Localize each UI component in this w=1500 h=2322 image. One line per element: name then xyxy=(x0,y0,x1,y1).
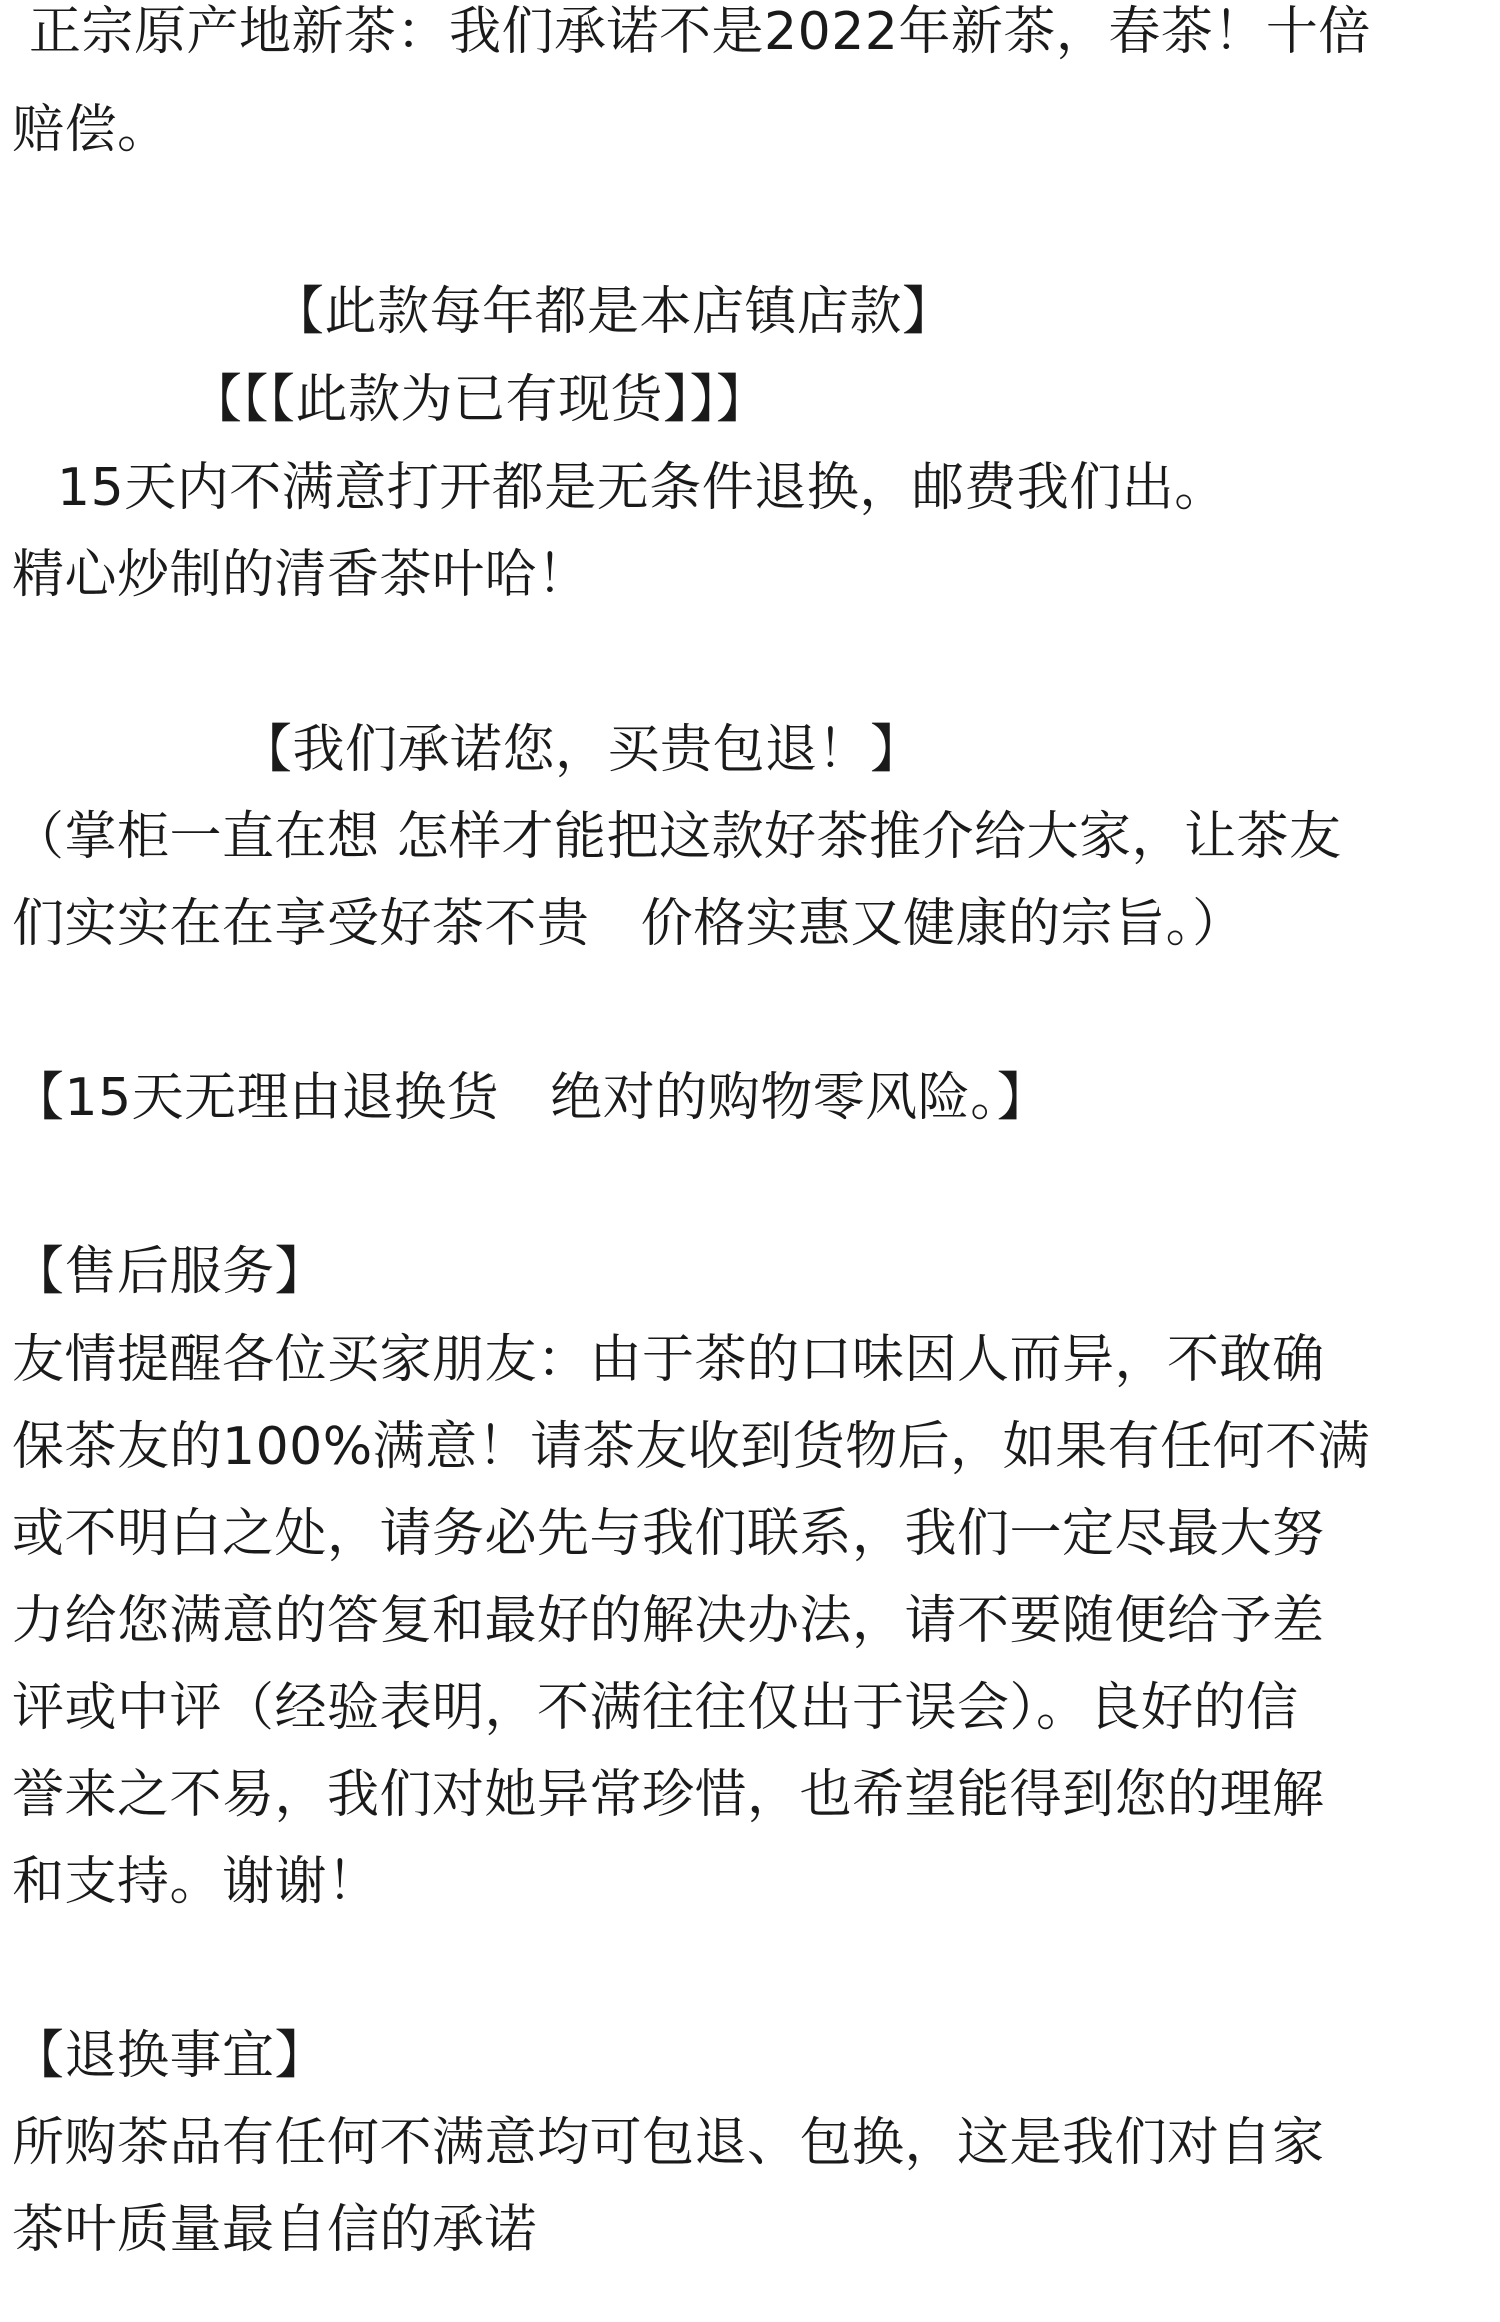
exchange-line-2: 茶叶质量最自信的承诺 xyxy=(12,2200,538,2260)
after-sales-line: 评或中评（经验表明，不满往往仅出于误会）。良好的信 xyxy=(12,1678,1299,1738)
after-sales-heading: 【售后服务】 xyxy=(12,1242,328,1302)
tagline: 精心炒制的清香茶叶哈！ xyxy=(12,545,590,605)
after-sales-line: 保茶友的100%满意！请茶友收到货物后，如果有任何不满 xyxy=(12,1417,1371,1477)
after-sales-line: 和支持。谢谢！ xyxy=(12,1852,380,1912)
promise-title: 【我们承诺您，买贵包退！】 xyxy=(240,720,923,780)
after-sales-line: 力给您满意的答复和最好的解决办法，请不要随便给予差 xyxy=(12,1591,1325,1651)
promise-line-1: （掌柜一直在想 怎样才能把这款好茶推介给大家，让茶友 xyxy=(12,807,1342,867)
after-sales-line: 誉来之不易，我们对她异常珍惜，也希望能得到您的理解 xyxy=(12,1765,1325,1825)
intro-line-1: 正宗原产地新茶：我们承诺不是2022年新茶，春茶！十倍 xyxy=(12,2,1371,62)
guarantee-note: 【15天无理由退换货 绝对的购物零风险。】 xyxy=(12,1068,1050,1128)
promise-line-2: 们实实在在享受好茶不贵 价格实惠又健康的宗旨。） xyxy=(12,894,1245,954)
exchange-line-1: 所购茶品有任何不满意均可包退、包换，这是我们对自家 xyxy=(12,2113,1325,2173)
after-sales-line: 友情提醒各位买家朋友：由于茶的口味因人而异，不敢确 xyxy=(12,1330,1325,1390)
in-stock-note: 【【【此款为已有现货】】】 xyxy=(190,370,769,430)
intro-line-2: 赔偿。 xyxy=(12,100,170,160)
signature-product-note: 【此款每年都是本店镇店款】 xyxy=(272,282,955,342)
after-sales-line: 或不明白之处，请务必先与我们联系，我们一定尽最大努 xyxy=(12,1504,1325,1564)
return-policy-note: 15天内不满意打开都是无条件退换，邮费我们出。 xyxy=(40,458,1227,518)
exchange-heading: 【退换事宜】 xyxy=(12,2026,328,2086)
